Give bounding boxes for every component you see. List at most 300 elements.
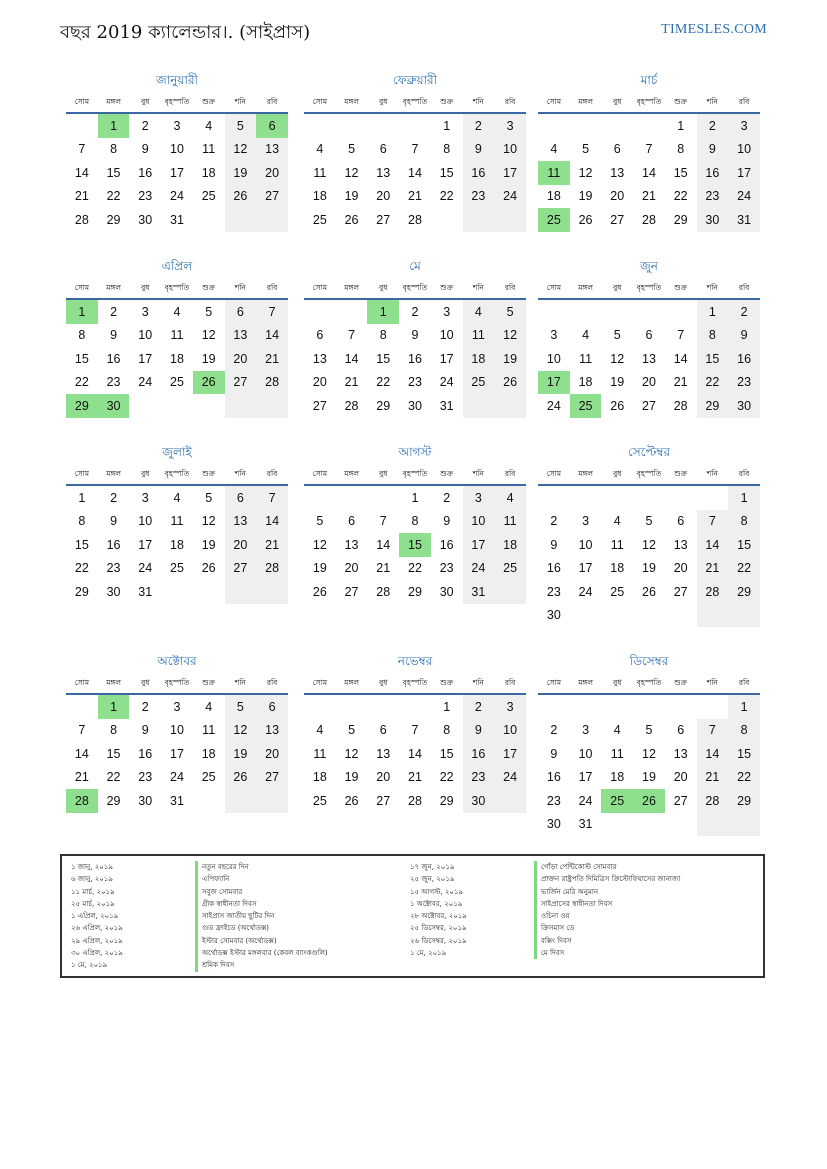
month-table bbox=[66, 280, 288, 418]
weekday-header: বৃহস্পতি bbox=[399, 94, 431, 113]
empty-day bbox=[494, 394, 526, 418]
day-cell: 1 bbox=[78, 490, 86, 505]
day-cell: 8 bbox=[728, 719, 760, 743]
day-cell: 28 bbox=[697, 789, 729, 813]
day-cell: 30 bbox=[728, 394, 760, 418]
day-cell: 2 bbox=[110, 304, 118, 319]
day-cell: 2 bbox=[697, 113, 729, 138]
holiday-date: ৬ জানু, ২০১৯ bbox=[71, 875, 113, 884]
weekday-header: মঙ্গল bbox=[98, 466, 130, 485]
weekday-header: মঙ্গল bbox=[570, 466, 602, 485]
day-cell: 20 bbox=[344, 561, 359, 576]
empty-day bbox=[367, 113, 399, 138]
weekday-header: বৃহস্পতি bbox=[399, 280, 431, 299]
day-cell: 19 bbox=[578, 189, 593, 204]
day-cell: 17 bbox=[494, 161, 526, 185]
day-cell: 17 bbox=[138, 537, 153, 552]
empty-day bbox=[728, 604, 760, 628]
weekday-header: বৃহস্পতি bbox=[161, 280, 193, 299]
day-cell: 28 bbox=[408, 212, 422, 227]
day-cell: 10 bbox=[439, 328, 454, 343]
holiday-name: গ্রীক স্বাধীনতা দিবস bbox=[195, 898, 328, 910]
day-cell: 10 bbox=[170, 723, 184, 738]
day-cell: 27 bbox=[344, 584, 359, 599]
weekday-header: সোম bbox=[538, 94, 570, 113]
day-cell: 21 bbox=[642, 189, 656, 204]
empty-day bbox=[665, 299, 697, 324]
day-cell: 1 bbox=[677, 118, 685, 133]
month-name: মার্চ bbox=[640, 73, 658, 87]
day-cell: 16 bbox=[697, 161, 729, 185]
day-cell: 12 bbox=[312, 537, 327, 552]
day-cell: 30 bbox=[138, 212, 153, 227]
day-cell: 29 bbox=[439, 793, 454, 808]
day-cell: 13 bbox=[225, 510, 257, 534]
day-cell: 12 bbox=[578, 165, 593, 180]
weekday-header: রবি bbox=[728, 466, 760, 485]
day-cell: 8 bbox=[379, 328, 387, 343]
month-name: অক্টোবর bbox=[157, 654, 197, 668]
day-cell: 10 bbox=[728, 138, 760, 162]
day-cell: 20 bbox=[256, 161, 288, 185]
empty-day bbox=[538, 113, 570, 138]
day-cell: 3 bbox=[173, 699, 181, 714]
weekday-header: শুক্র bbox=[193, 675, 225, 694]
day-cell: 21 bbox=[697, 557, 729, 581]
day-cell: 13 bbox=[256, 138, 288, 162]
day-cell: 4 bbox=[205, 699, 213, 714]
day-cell: 23 bbox=[546, 793, 561, 808]
day-cell: 8 bbox=[78, 328, 86, 343]
day-cell: 18 bbox=[170, 537, 184, 552]
day-cell: 4 bbox=[582, 328, 590, 343]
day-cell: 4 bbox=[316, 723, 324, 738]
weekday-header: শুক্র bbox=[665, 280, 697, 299]
empty-day bbox=[399, 694, 431, 719]
day-cell: 29 bbox=[673, 212, 688, 227]
day-cell: 1 bbox=[443, 699, 451, 714]
day-cell: 16 bbox=[546, 561, 561, 576]
day-cell: 11 bbox=[538, 161, 570, 185]
weekday-header: শনি bbox=[463, 280, 495, 299]
day-cell: 13 bbox=[642, 351, 656, 366]
day-cell: 26 bbox=[610, 398, 625, 413]
day-cell: 13 bbox=[376, 746, 391, 761]
empty-day bbox=[336, 485, 368, 510]
weekday-header: মঙ্গল bbox=[570, 280, 602, 299]
day-cell: 18 bbox=[610, 561, 625, 576]
day-cell: 28 bbox=[408, 793, 422, 808]
day-cell: 3 bbox=[141, 490, 149, 505]
day-cell: 19 bbox=[225, 742, 257, 766]
day-cell: 5 bbox=[348, 142, 356, 157]
empty-day bbox=[697, 694, 729, 719]
day-cell: 7 bbox=[379, 514, 387, 529]
month-calendar bbox=[66, 653, 288, 813]
weekday-header: মঙ্গল bbox=[98, 94, 130, 113]
weekday-header: শনি bbox=[697, 280, 729, 299]
day-cell: 19 bbox=[642, 770, 656, 785]
day-cell: 11 bbox=[202, 723, 216, 738]
day-cell: 3 bbox=[443, 304, 451, 319]
day-cell: 16 bbox=[546, 770, 561, 785]
day-cell: 27 bbox=[225, 371, 257, 395]
month-calendar bbox=[304, 72, 526, 232]
empty-day bbox=[463, 208, 495, 232]
day-cell: 23 bbox=[439, 561, 454, 576]
day-cell: 1 bbox=[98, 113, 130, 138]
day-cell: 4 bbox=[173, 490, 181, 505]
day-cell: 12 bbox=[201, 514, 216, 529]
day-cell: 7 bbox=[78, 142, 86, 157]
day-cell: 9 bbox=[550, 746, 558, 761]
day-cell: 6 bbox=[645, 328, 653, 343]
day-cell: 24 bbox=[138, 375, 153, 390]
weekday-header: রবি bbox=[728, 94, 760, 113]
day-cell: 19 bbox=[642, 561, 656, 576]
day-cell: 6 bbox=[225, 485, 257, 510]
empty-day bbox=[66, 113, 98, 138]
day-cell: 15 bbox=[106, 746, 121, 761]
empty-day bbox=[431, 208, 463, 232]
page-title: বছর 2019 ক্যালেন্ডার।. (সাইপ্রাস) bbox=[60, 22, 311, 43]
empty-day bbox=[697, 604, 729, 628]
weekday-header: শুক্র bbox=[665, 466, 697, 485]
day-cell: 29 bbox=[376, 398, 391, 413]
day-cell: 23 bbox=[463, 766, 495, 790]
empty-day bbox=[256, 394, 288, 418]
day-cell: 30 bbox=[98, 394, 130, 418]
day-cell: 26 bbox=[201, 561, 216, 576]
day-cell: 10 bbox=[138, 514, 153, 529]
holiday-date: ১১ মার্চ, ২০১৯ bbox=[71, 887, 115, 896]
weekday-header: শনি bbox=[697, 675, 729, 694]
empty-day bbox=[494, 580, 526, 604]
day-cell: 17 bbox=[578, 770, 593, 785]
day-cell: 9 bbox=[141, 723, 149, 738]
month-calendar bbox=[304, 258, 526, 418]
day-cell: 22 bbox=[439, 770, 454, 785]
day-cell: 8 bbox=[78, 514, 86, 529]
month-calendar bbox=[538, 72, 760, 232]
empty-day bbox=[193, 394, 225, 418]
day-cell: 31 bbox=[463, 580, 495, 604]
holiday-name: শ্রমিক দিবস bbox=[195, 959, 328, 971]
day-cell: 12 bbox=[494, 324, 526, 348]
holiday-name: সবুজ সোমবার bbox=[195, 886, 328, 898]
day-cell: 10 bbox=[170, 142, 184, 157]
day-cell: 14 bbox=[408, 746, 422, 761]
day-cell: 7 bbox=[348, 328, 356, 343]
day-cell: 30 bbox=[138, 793, 153, 808]
day-cell: 14 bbox=[408, 165, 422, 180]
day-cell: 16 bbox=[138, 165, 153, 180]
day-cell: 17 bbox=[170, 746, 184, 761]
weekday-header: শুক্র bbox=[665, 94, 697, 113]
day-cell: 13 bbox=[225, 324, 257, 348]
day-cell: 23 bbox=[106, 375, 121, 390]
day-cell: 12 bbox=[344, 746, 359, 761]
day-cell: 27 bbox=[610, 212, 625, 227]
day-cell: 24 bbox=[463, 557, 495, 581]
day-cell: 24 bbox=[494, 185, 526, 209]
day-cell: 28 bbox=[344, 398, 359, 413]
weekday-header: সোম bbox=[304, 466, 336, 485]
weekday-header: বুধ bbox=[367, 675, 399, 694]
holiday-name: এপিফ্যানি bbox=[195, 873, 328, 885]
empty-day bbox=[538, 485, 570, 510]
day-cell: 29 bbox=[74, 584, 89, 599]
day-cell: 29 bbox=[66, 394, 98, 418]
empty-day bbox=[256, 789, 288, 813]
day-cell: 27 bbox=[376, 793, 391, 808]
weekday-header: রবি bbox=[494, 94, 526, 113]
empty-day bbox=[570, 694, 602, 719]
day-cell: 20 bbox=[312, 375, 327, 390]
month-calendar bbox=[66, 444, 288, 604]
day-cell: 11 bbox=[494, 510, 526, 534]
day-cell: 16 bbox=[463, 742, 495, 766]
month-name: ডিসেম্বর bbox=[629, 654, 669, 668]
day-cell: 25 bbox=[170, 375, 184, 390]
holiday-date: ২৬ এপ্রিল, ২০১৯ bbox=[71, 924, 123, 933]
holiday-name: সাইপ্রাস জাতীয় ছুটির দিন bbox=[195, 910, 328, 922]
holiday-date: ১৫ আগস্ট, ২০১৯ bbox=[410, 887, 464, 896]
day-cell: 8 bbox=[728, 510, 760, 534]
day-cell: 12 bbox=[225, 719, 257, 743]
day-cell: 28 bbox=[66, 789, 98, 813]
empty-day bbox=[665, 485, 697, 510]
weekday-header: বুধ bbox=[367, 94, 399, 113]
day-cell: 7 bbox=[78, 723, 86, 738]
weekday-header: শুক্র bbox=[431, 94, 463, 113]
month-name: জুন bbox=[640, 259, 658, 273]
day-cell: 11 bbox=[579, 351, 593, 366]
weekday-header: সোম bbox=[66, 466, 98, 485]
empty-day bbox=[336, 299, 368, 324]
day-cell: 18 bbox=[201, 165, 216, 180]
weekday-header: বুধ bbox=[129, 675, 161, 694]
day-cell: 25 bbox=[201, 189, 216, 204]
day-cell: 27 bbox=[312, 398, 327, 413]
empty-day bbox=[494, 208, 526, 232]
day-cell: 24 bbox=[578, 793, 593, 808]
day-cell: 25 bbox=[463, 371, 495, 395]
day-cell: 6 bbox=[677, 723, 685, 738]
day-cell: 19 bbox=[344, 770, 359, 785]
day-cell: 9 bbox=[141, 142, 149, 157]
day-cell: 3 bbox=[141, 304, 149, 319]
day-cell: 27 bbox=[673, 793, 688, 808]
day-cell: 22 bbox=[673, 189, 688, 204]
day-cell: 14 bbox=[74, 746, 89, 761]
weekday-header: সোম bbox=[66, 280, 98, 299]
empty-day bbox=[161, 394, 193, 418]
holiday-date: ২৫ জুন, ২০১৯ bbox=[410, 875, 455, 884]
day-cell: 4 bbox=[463, 299, 495, 324]
empty-day bbox=[570, 604, 602, 628]
month-calendar bbox=[538, 444, 760, 627]
day-cell: 23 bbox=[463, 185, 495, 209]
day-cell: 20 bbox=[225, 533, 257, 557]
day-cell: 7 bbox=[411, 723, 419, 738]
day-cell: 31 bbox=[578, 817, 593, 832]
day-cell: 18 bbox=[463, 347, 495, 371]
day-cell: 25 bbox=[170, 561, 184, 576]
holiday-date: ২৯ এপ্রিল, ২০১৯ bbox=[71, 936, 123, 945]
day-cell: 13 bbox=[256, 719, 288, 743]
day-cell: 15 bbox=[728, 742, 760, 766]
day-cell: 10 bbox=[463, 510, 495, 534]
day-cell: 11 bbox=[202, 142, 216, 157]
day-cell: 30 bbox=[106, 584, 121, 599]
site-link[interactable]: TIMESLES.COM bbox=[661, 22, 767, 37]
day-cell: 3 bbox=[463, 485, 495, 510]
day-cell: 6 bbox=[256, 694, 288, 719]
day-cell: 14 bbox=[642, 165, 656, 180]
weekday-header: রবি bbox=[728, 675, 760, 694]
day-cell: 3 bbox=[173, 118, 181, 133]
day-cell: 10 bbox=[578, 746, 593, 761]
empty-day bbox=[697, 813, 729, 837]
month-table bbox=[66, 675, 288, 813]
day-cell: 2 bbox=[550, 514, 558, 529]
day-cell: 17 bbox=[494, 742, 526, 766]
day-cell: 18 bbox=[546, 189, 561, 204]
day-cell: 24 bbox=[439, 375, 454, 390]
empty-day bbox=[601, 813, 633, 837]
weekday-header: সোম bbox=[66, 94, 98, 113]
empty-day bbox=[225, 208, 257, 232]
empty-day bbox=[225, 580, 257, 604]
holiday-date: ১৭ জুন, ২০১৯ bbox=[410, 863, 455, 871]
day-cell: 17 bbox=[170, 165, 184, 180]
day-cell: 18 bbox=[312, 770, 327, 785]
day-cell: 23 bbox=[138, 770, 153, 785]
day-cell: 28 bbox=[74, 212, 89, 227]
day-cell: 4 bbox=[316, 142, 324, 157]
day-cell: 12 bbox=[201, 328, 216, 343]
weekday-header: সোম bbox=[538, 675, 570, 694]
day-cell: 25 bbox=[570, 394, 602, 418]
day-cell: 29 bbox=[728, 580, 760, 604]
weekday-header: রবি bbox=[256, 94, 288, 113]
day-cell: 1 bbox=[697, 299, 729, 324]
day-cell: 2 bbox=[463, 113, 495, 138]
weekday-header: রবি bbox=[256, 675, 288, 694]
day-cell: 27 bbox=[256, 185, 288, 209]
day-cell: 8 bbox=[443, 142, 451, 157]
day-cell: 4 bbox=[613, 723, 621, 738]
empty-day bbox=[601, 299, 633, 324]
day-cell: 30 bbox=[546, 817, 561, 832]
weekday-header: শনি bbox=[225, 466, 257, 485]
month-table bbox=[538, 280, 760, 418]
day-cell: 7 bbox=[645, 142, 653, 157]
day-cell: 9 bbox=[550, 537, 558, 552]
day-cell: 1 bbox=[443, 118, 451, 133]
month-name: এপ্রিল bbox=[161, 259, 193, 273]
day-cell: 22 bbox=[74, 561, 89, 576]
day-cell: 20 bbox=[376, 189, 391, 204]
holiday-name: নতুন বছরের দিন bbox=[195, 861, 328, 873]
empty-day bbox=[336, 694, 368, 719]
weekday-header: বৃহস্পতি bbox=[633, 466, 665, 485]
day-cell: 23 bbox=[138, 189, 153, 204]
day-cell: 5 bbox=[348, 723, 356, 738]
day-cell: 28 bbox=[642, 212, 656, 227]
day-cell: 15 bbox=[399, 533, 431, 557]
empty-day bbox=[633, 113, 665, 138]
day-cell: 26 bbox=[225, 185, 257, 209]
empty-day bbox=[570, 299, 602, 324]
month-table bbox=[304, 466, 526, 604]
empty-day bbox=[494, 789, 526, 813]
day-cell: 30 bbox=[546, 608, 561, 623]
day-cell: 26 bbox=[312, 584, 327, 599]
weekday-header: শনি bbox=[463, 466, 495, 485]
day-cell: 8 bbox=[411, 514, 419, 529]
day-cell: 2 bbox=[110, 490, 118, 505]
day-cell: 17 bbox=[463, 533, 495, 557]
day-cell: 31 bbox=[138, 584, 153, 599]
day-cell: 12 bbox=[642, 537, 656, 552]
weekday-header: রবি bbox=[256, 280, 288, 299]
day-cell: 28 bbox=[673, 398, 688, 413]
month-calendar bbox=[304, 653, 526, 813]
weekday-header: বৃহস্পতি bbox=[161, 94, 193, 113]
day-cell: 15 bbox=[376, 351, 391, 366]
weekday-header: শুক্র bbox=[431, 280, 463, 299]
day-cell: 19 bbox=[344, 189, 359, 204]
weekday-header: মঙ্গল bbox=[570, 675, 602, 694]
weekday-header: শনি bbox=[225, 675, 257, 694]
day-cell: 24 bbox=[728, 185, 760, 209]
day-cell: 7 bbox=[256, 485, 288, 510]
day-cell: 5 bbox=[582, 142, 590, 157]
empty-day bbox=[633, 813, 665, 837]
day-cell: 1 bbox=[367, 299, 399, 324]
day-cell: 6 bbox=[256, 113, 288, 138]
day-cell: 2 bbox=[728, 299, 760, 324]
empty-day bbox=[225, 394, 257, 418]
day-cell: 18 bbox=[610, 770, 625, 785]
weekday-header: বুধ bbox=[601, 675, 633, 694]
holiday-date: ১ মে, ২০১৯ bbox=[410, 949, 447, 958]
weekday-header: শুক্র bbox=[431, 466, 463, 485]
holiday-name: অর্থোডক্স ইস্টার মঙ্গলবার (কেবল ব্যাংকগুলি) bbox=[195, 947, 328, 959]
day-cell: 5 bbox=[645, 723, 653, 738]
weekday-header: সোম bbox=[304, 94, 336, 113]
holiday-date: ২৫ ডিসেম্বর, ২০১৯ bbox=[410, 924, 467, 933]
month-table bbox=[66, 466, 288, 604]
day-cell: 16 bbox=[106, 537, 121, 552]
empty-day bbox=[538, 299, 570, 324]
day-cell: 16 bbox=[408, 351, 422, 366]
day-cell: 6 bbox=[348, 514, 356, 529]
empty-day bbox=[304, 113, 336, 138]
weekday-header: মঙ্গল bbox=[570, 94, 602, 113]
day-cell: 11 bbox=[463, 324, 495, 348]
day-cell: 13 bbox=[376, 165, 391, 180]
day-cell: 3 bbox=[582, 514, 590, 529]
day-cell: 23 bbox=[546, 584, 561, 599]
day-cell: 2 bbox=[141, 118, 149, 133]
day-cell: 17 bbox=[728, 161, 760, 185]
day-cell: 11 bbox=[170, 514, 184, 529]
day-cell: 3 bbox=[582, 723, 590, 738]
day-cell: 18 bbox=[494, 533, 526, 557]
